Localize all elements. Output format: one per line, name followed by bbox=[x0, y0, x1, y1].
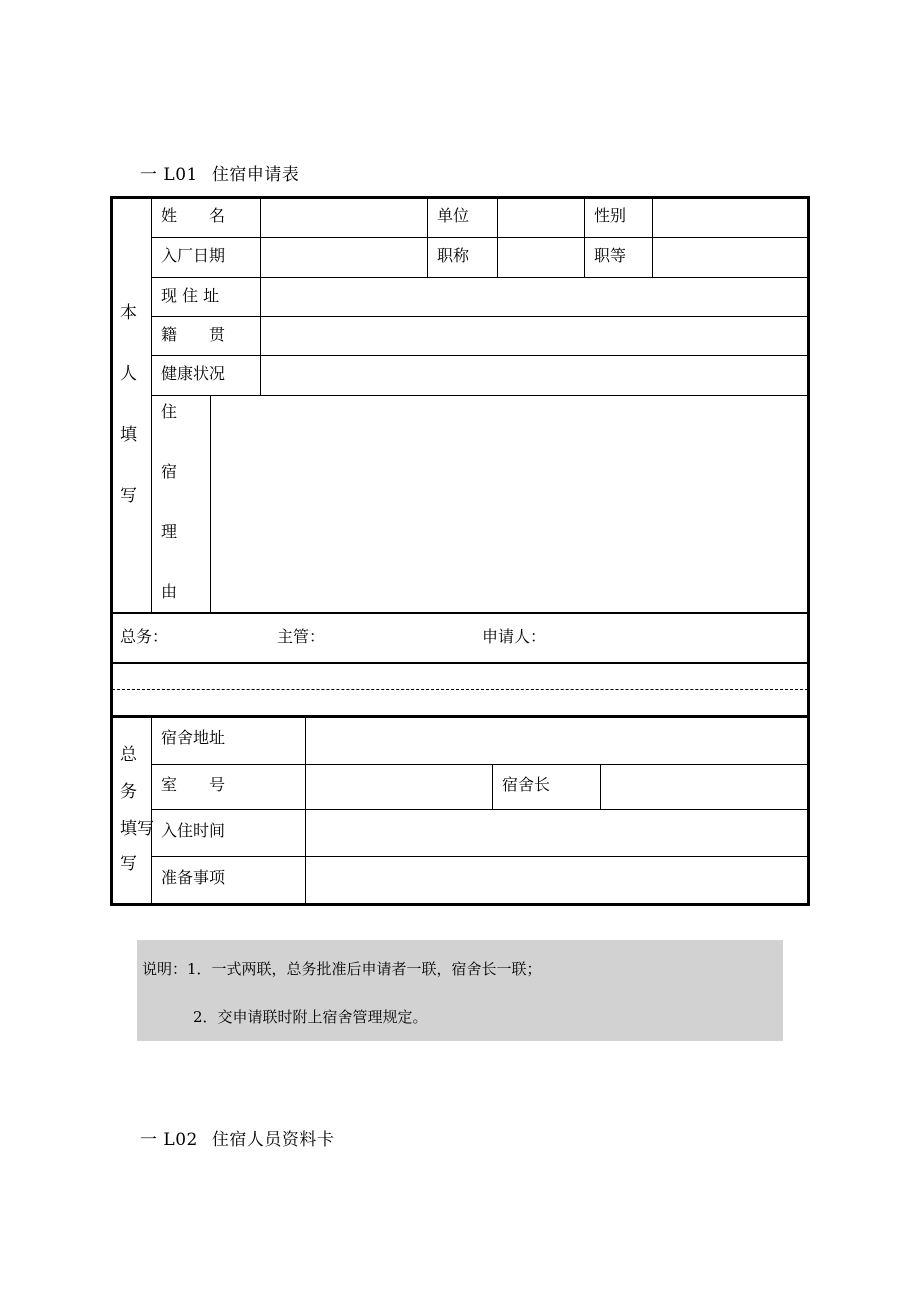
note-line-1: 说明：1．一式两联，总务批准后申请者一联，宿舍长一联； bbox=[142, 960, 542, 978]
health-label: 健康状况 bbox=[161, 364, 226, 383]
form2-code: 一 L02 bbox=[140, 1130, 198, 1150]
preparations-field[interactable] bbox=[306, 857, 807, 903]
reason-label-char: 宿 bbox=[161, 462, 178, 481]
current-address-field[interactable] bbox=[261, 278, 807, 316]
unit-field[interactable] bbox=[498, 199, 584, 237]
entry-date-field[interactable] bbox=[261, 238, 427, 277]
admin-side-label-char: 总 bbox=[120, 745, 137, 765]
supervisor-signature-label: 主管： bbox=[277, 627, 326, 646]
reason-label-char: 理 bbox=[161, 522, 178, 541]
admin-side-label-char: 填写 bbox=[120, 819, 154, 839]
applicant-signature-label: 申请人： bbox=[482, 627, 547, 646]
admin-side-label-char: 写 bbox=[120, 854, 137, 874]
unit-label: 单位 bbox=[437, 206, 470, 225]
reason-label-char: 住 bbox=[161, 402, 178, 421]
side-label-char: 写 bbox=[120, 486, 137, 506]
dorm-head-field[interactable] bbox=[601, 765, 807, 809]
admin-side-label-char: 务 bbox=[120, 782, 137, 802]
gender-label: 性别 bbox=[594, 206, 627, 225]
form1-heading bbox=[140, 160, 299, 185]
check-in-time-field[interactable] bbox=[306, 810, 807, 856]
note-line-2: 2．交申请联时附上宿舍管理规定。 bbox=[193, 1008, 428, 1026]
form2-title: 住宿人员资料卡 bbox=[211, 1130, 335, 1150]
job-grade-label: 职等 bbox=[594, 246, 627, 265]
form1-code: 一 L01 bbox=[140, 165, 198, 185]
side-label-char: 本 bbox=[120, 303, 137, 323]
job-title-field[interactable] bbox=[498, 238, 584, 277]
health-field[interactable] bbox=[261, 356, 807, 395]
form1-title: 住宿申请表 bbox=[211, 165, 300, 185]
job-grade-field[interactable] bbox=[653, 238, 807, 277]
name-field[interactable] bbox=[261, 199, 427, 237]
dorm-address-field[interactable] bbox=[306, 718, 807, 764]
name-label: 姓 名 bbox=[161, 206, 226, 225]
room-no-field[interactable] bbox=[306, 765, 492, 809]
reason-label-char: 由 bbox=[161, 582, 178, 601]
dorm-address-label: 宿舍地址 bbox=[161, 728, 226, 747]
reason-field[interactable] bbox=[211, 396, 807, 612]
gender-field[interactable] bbox=[653, 199, 807, 237]
side-label-char: 人 bbox=[120, 364, 137, 384]
form2-heading bbox=[140, 1125, 334, 1150]
note-box bbox=[137, 940, 783, 1041]
check-in-time-label: 入住时间 bbox=[161, 821, 226, 840]
room-no-label: 室 号 bbox=[161, 775, 226, 794]
native-place-field[interactable] bbox=[261, 317, 807, 355]
general-affairs-signature-label: 总务： bbox=[120, 627, 169, 646]
current-address-label: 现 住 址 bbox=[161, 286, 220, 305]
native-place-label: 籍 贯 bbox=[161, 325, 226, 344]
side-label-char: 填 bbox=[120, 425, 137, 445]
dorm-head-label: 宿舍长 bbox=[502, 775, 551, 794]
job-title-label: 职称 bbox=[437, 246, 470, 265]
preparations-label: 准备事项 bbox=[161, 868, 226, 887]
entry-date-label: 入厂日期 bbox=[161, 246, 226, 265]
